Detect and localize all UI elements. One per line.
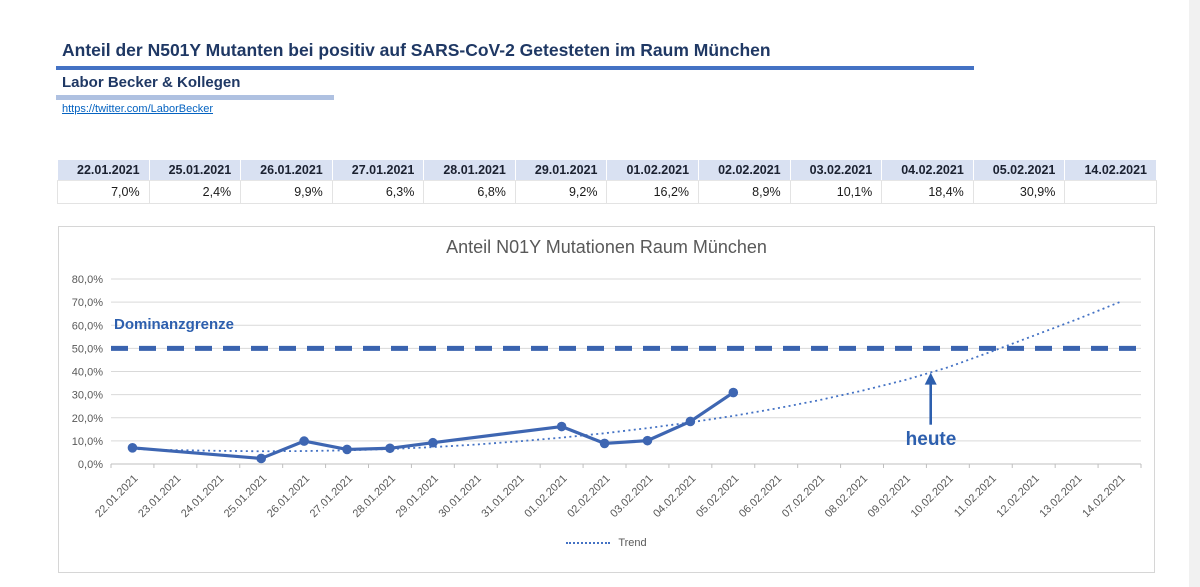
table-header-cell: 27.01.2021 — [332, 160, 424, 181]
x-axis-label: 24.01.2021 — [178, 472, 227, 521]
x-axis-label: 01.02.2021 — [522, 472, 570, 521]
table-value-cell: 9,9% — [241, 181, 333, 204]
subtitle-underline — [56, 95, 334, 100]
y-axis-label: 0,0% — [77, 459, 103, 471]
x-axis-label: 12.02.2021 — [994, 472, 1042, 521]
y-axis-label: 10,0% — [71, 435, 103, 448]
x-axis-label: 03.02.2021 — [608, 472, 656, 521]
series-point — [600, 439, 610, 449]
x-axis-label: 14.02.2021 — [1080, 472, 1128, 521]
page-edge — [1189, 0, 1200, 587]
today-annotation-label: heute — [905, 429, 957, 450]
x-axis-label: 13.02.2021 — [1037, 472, 1085, 521]
trend-legend-label: Trend — [618, 537, 647, 549]
trend-line — [132, 302, 1119, 451]
y-axis-label: 50,0% — [71, 343, 103, 356]
y-axis-label: 80,0% — [71, 274, 103, 286]
title-underline — [56, 66, 974, 70]
table-value-row — [58, 181, 1157, 204]
data-table — [57, 159, 1157, 204]
chart-legend — [59, 537, 1154, 549]
x-axis-label: 07.02.2021 — [779, 472, 828, 521]
x-axis-label: 10.02.2021 — [908, 472, 956, 521]
series-point — [342, 445, 352, 455]
table-value-cell: 10,1% — [790, 181, 882, 204]
table-value-cell: 6,8% — [424, 181, 516, 204]
x-axis-label: 06.02.2021 — [736, 472, 785, 521]
table-header-cell: 03.02.2021 — [790, 160, 882, 181]
series-point — [385, 443, 395, 453]
series-point — [557, 422, 567, 432]
page-title: Anteil der N501Y Mutanten bei positiv auf SARS-CoV-2 Getesteten im Raum München — [62, 40, 771, 60]
x-axis-label: 08.02.2021 — [822, 472, 871, 521]
table-value-cell: 8,9% — [699, 181, 791, 204]
series-point — [686, 417, 696, 427]
table-header-cell: 22.01.2021 — [58, 160, 150, 181]
y-axis-label: 30,0% — [71, 389, 103, 402]
x-axis-label: 11.02.2021 — [952, 472, 999, 520]
table-header-cell: 29.01.2021 — [515, 160, 607, 181]
x-axis-label: 28.01.2021 — [350, 472, 399, 521]
table-header-cell: 25.01.2021 — [149, 160, 241, 181]
y-axis-label: 60,0% — [71, 320, 103, 333]
x-axis-label: 30.01.2021 — [436, 472, 484, 521]
table-header-cell: 05.02.2021 — [973, 160, 1065, 181]
x-axis-label: 02.02.2021 — [565, 472, 613, 521]
series-point — [728, 388, 738, 398]
table-value-cell: 6,3% — [332, 181, 424, 204]
table-value-cell: 18,4% — [882, 181, 974, 204]
x-axis-label: 09.02.2021 — [865, 472, 914, 521]
table-header-cell: 02.02.2021 — [699, 160, 791, 181]
series-line — [132, 393, 733, 459]
table-value-cell: 30,9% — [973, 181, 1065, 204]
series-point — [299, 436, 309, 446]
x-axis-label: 31.01.2021 — [479, 472, 527, 521]
series-point — [128, 443, 138, 453]
trend-legend-line-icon — [566, 542, 610, 544]
series-point — [643, 436, 653, 446]
x-axis-label: 05.02.2021 — [693, 472, 742, 521]
x-axis-label: 27.01.2021 — [307, 472, 356, 521]
series-point — [256, 454, 266, 464]
chart-panel — [58, 226, 1155, 573]
table-header-cell: 04.02.2021 — [882, 160, 974, 181]
x-axis-label: 04.02.2021 — [651, 472, 699, 521]
x-axis-label: 29.01.2021 — [393, 472, 441, 521]
x-axis-label: 22.01.2021 — [93, 472, 141, 521]
chart-title: Anteil N01Y Mutationen Raum München — [446, 237, 767, 257]
table-value-cell: 2,4% — [149, 181, 241, 204]
x-axis-label: 26.01.2021 — [264, 472, 313, 521]
y-axis-label: 20,0% — [71, 412, 103, 425]
x-axis-label: 25.01.2021 — [221, 472, 270, 521]
series-point — [428, 438, 438, 448]
dominance-threshold-label: Dominanzgrenze — [114, 316, 235, 333]
table-header-cell: 26.01.2021 — [241, 160, 333, 181]
table-header-row — [58, 160, 1157, 181]
twitter-link[interactable]: https://twitter.com/LaborBecker — [62, 103, 214, 115]
page-subtitle: Labor Becker & Kollegen — [62, 74, 241, 91]
y-axis-label: 40,0% — [71, 366, 103, 379]
table-value-cell: 9,2% — [515, 181, 607, 204]
table-header-cell: 14.02.2021 — [1065, 160, 1157, 181]
table-value-cell: 7,0% — [58, 181, 150, 204]
table-header-cell: 28.01.2021 — [424, 160, 516, 181]
y-axis-label: 70,0% — [71, 297, 103, 310]
chart-canvas — [59, 227, 1154, 572]
x-axis-label: 23.01.2021 — [136, 472, 184, 521]
table-value-cell — [1065, 181, 1157, 204]
table-header-cell: 01.02.2021 — [607, 160, 699, 181]
table-value-cell: 16,2% — [607, 181, 699, 204]
